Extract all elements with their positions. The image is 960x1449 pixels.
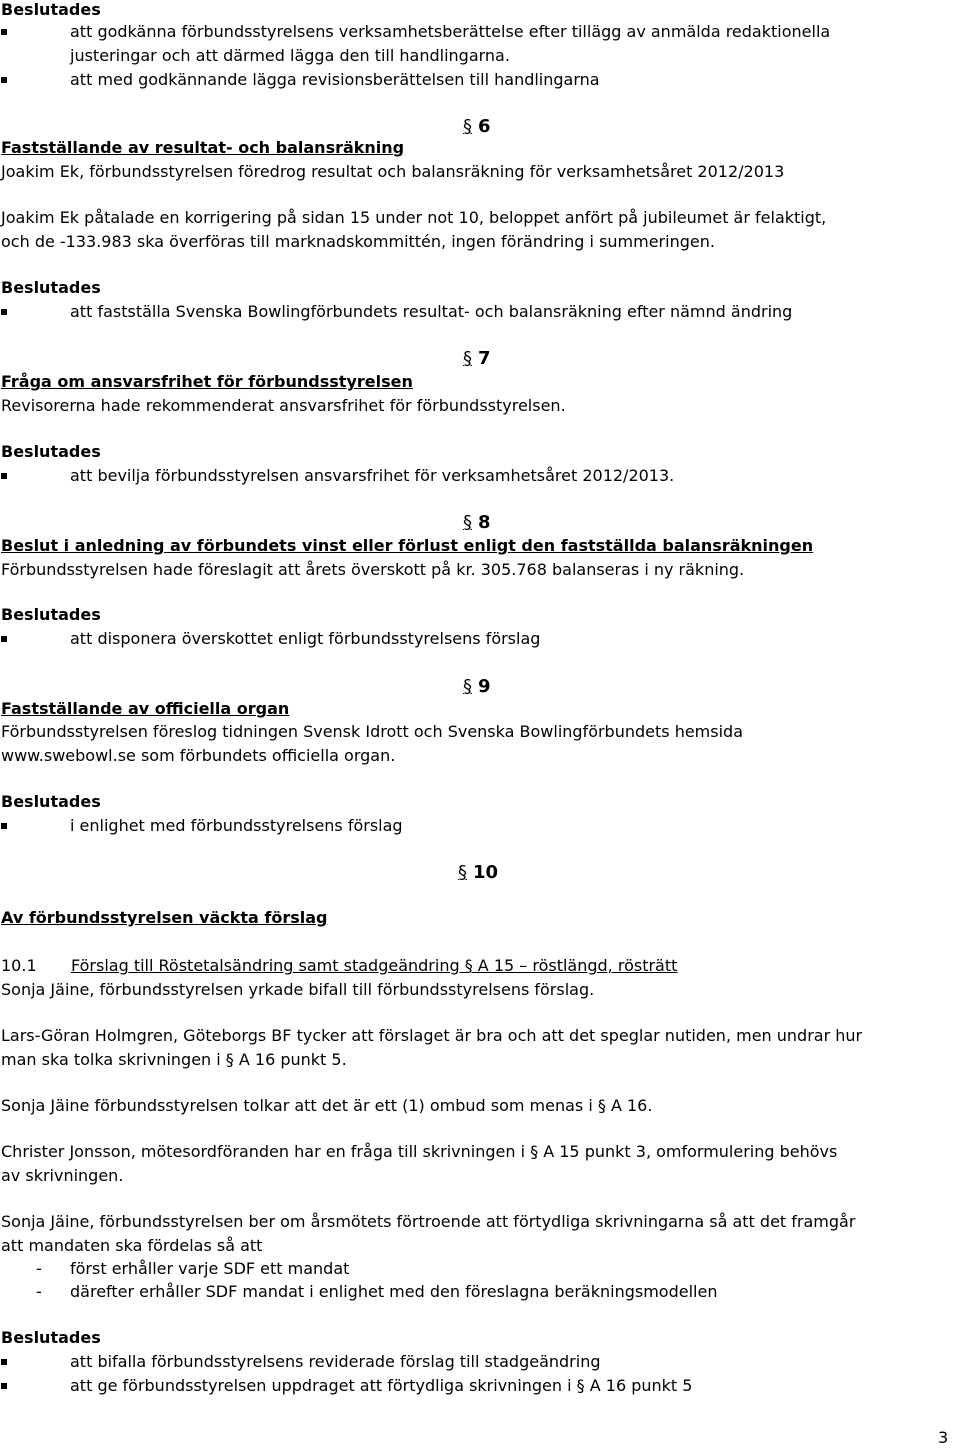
dash-marker: -	[36, 1282, 42, 1301]
bullet-icon	[1, 77, 7, 83]
beslutades-heading: Beslutades	[1, 1328, 101, 1347]
section-title: Av förbundsstyrelsen väckta förslag	[1, 908, 328, 927]
paragraph: av skrivningen.	[1, 1166, 124, 1185]
paragraph: att mandaten ska fördelas så att	[1, 1236, 263, 1255]
decision-item: att disponera överskottet enligt förbundsstyrelsens förslag	[70, 629, 541, 648]
bullet-icon	[1, 1383, 7, 1389]
section-title: Beslut i anledning av förbundets vinst eller förlust enligt den fastställda balansräkningen	[1, 536, 814, 555]
beslutades-heading: Beslutades	[1, 792, 101, 811]
bullet-icon	[1, 1359, 7, 1365]
paragraph: Sonja Jäine, förbundsstyrelsen ber om årsmötets förtroende att förtydliga skrivningarna så att det framgår	[1, 1212, 856, 1231]
paragraph: Joakim Ek, förbundsstyrelsen föredrog resultat och balansräkning för verksamhetsåret 2012/2013	[1, 162, 785, 181]
paragraph: Sonja Jäine, förbundsstyrelsen yrkade bifall till förbundsstyrelsens förslag.	[1, 980, 595, 999]
subsection-title: 10.1 Förslag till Röstetalsändring samt stadgeändring § A 15 – röstlängd, rösträtt	[1, 956, 678, 975]
section-number: § 9	[463, 676, 491, 697]
page-number: 3	[938, 1428, 949, 1447]
beslutades-heading: Beslutades	[1, 605, 101, 624]
bullet-icon	[1, 636, 7, 642]
beslutades-heading: Beslutades	[1, 278, 101, 297]
section-title: Fastställande av resultat- och balansräkning	[1, 138, 405, 157]
decision-item: att ge förbundsstyrelsen uppdraget att förtydliga skrivningen i § A 16 punkt 5	[70, 1376, 693, 1395]
beslutades-heading: Beslutades	[1, 442, 101, 461]
section-number: § 10	[458, 862, 499, 883]
paragraph: Lars-Göran Holmgren, Göteborgs BF tycker att förslaget är bra och att det speglar nutiden, men undrar hur	[1, 1026, 863, 1045]
paragraph: Sonja Jäine förbundsstyrelsen tolkar att det är ett (1) ombud som menas i § A 16.	[1, 1096, 653, 1115]
bullet-icon	[1, 473, 7, 479]
decision-item: att godkänna förbundsstyrelsens verksamhetsberättelse efter tillägg av anmälda redaktionella	[70, 22, 831, 41]
paragraph: Christer Jonsson, mötesordföranden har en fråga till skrivningen i § A 15 punkt 3, omformulering behövs	[1, 1142, 838, 1161]
beslutades-heading: Beslutades	[1, 0, 101, 19]
decision-item: i enlighet med förbundsstyrelsens förslag	[70, 816, 403, 835]
paragraph: Revisorerna hade rekommenderat ansvarsfrihet för förbundsstyrelsen.	[1, 396, 566, 415]
section-number: § 6	[463, 116, 491, 137]
paragraph: Förbundsstyrelsen hade föreslagit att årets överskott på kr. 305.768 balanseras i ny räkning.	[1, 560, 745, 579]
decision-item: att bevilja förbundsstyrelsen ansvarsfrihet för verksamhetsåret 2012/2013.	[70, 466, 675, 485]
paragraph: Förbundsstyrelsen föreslog tidningen Svensk Idrott och Svenska Bowlingförbundets hemsida	[1, 722, 743, 741]
section-number: § 8	[463, 512, 491, 533]
dash-marker: -	[36, 1259, 42, 1278]
section-title: Fastställande av officiella organ	[1, 699, 290, 718]
dash-item: först erhåller varje SDF ett mandat	[70, 1259, 350, 1278]
bullet-icon	[1, 823, 7, 829]
bullet-icon	[1, 309, 7, 315]
paragraph: Joakim Ek påtalade en korrigering på sidan 15 under not 10, beloppet anfört på jubileumet är felaktigt,	[1, 208, 827, 227]
dash-item: därefter erhåller SDF mandat i enlighet med den föreslagna beräkningsmodellen	[70, 1282, 718, 1301]
decision-item: att fastställa Svenska Bowlingförbundets resultat- och balansräkning efter nämnd ändring	[70, 302, 793, 321]
decision-item: justeringar och att därmed lägga den till handlingarna.	[70, 46, 510, 65]
paragraph: www.swebowl.se som förbundets officiella organ.	[1, 746, 396, 765]
section-number: § 7	[463, 348, 491, 369]
decision-item: att med godkännande lägga revisionsberättelsen till handlingarna	[70, 70, 600, 89]
decision-item: att bifalla förbundsstyrelsens reviderade förslag till stadgeändring	[70, 1352, 601, 1371]
paragraph: man ska tolka skrivningen i § A 16 punkt 5.	[1, 1050, 347, 1069]
paragraph: och de -133.983 ska överföras till marknadskommittén, ingen förändring i summeringen.	[1, 232, 715, 251]
bullet-icon	[1, 29, 7, 35]
section-title: Fråga om ansvarsfrihet för förbundsstyrelsen	[1, 372, 413, 391]
